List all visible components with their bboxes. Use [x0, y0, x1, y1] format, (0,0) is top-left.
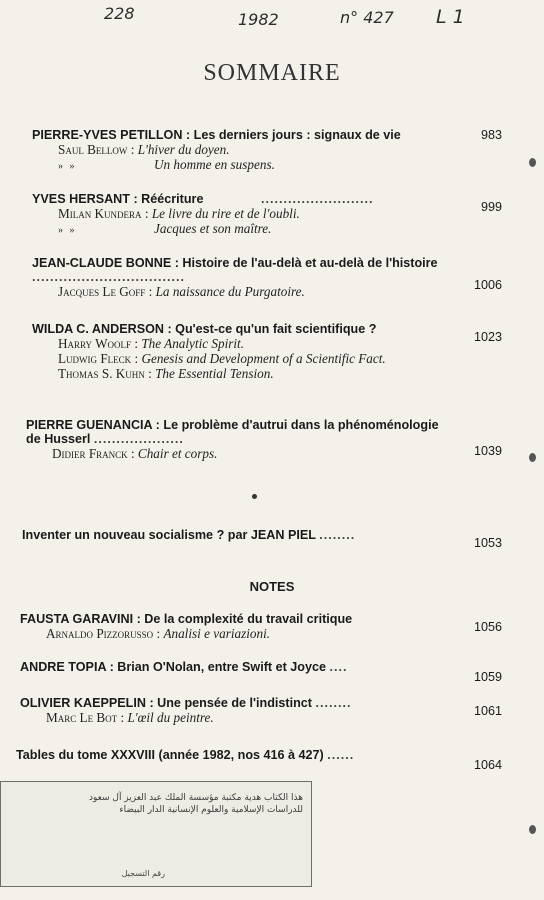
entry-reviewed-work: Harry Woolf : The Analytic Spirit.: [58, 336, 244, 351]
work-title: Chair et corps.: [137, 446, 218, 461]
work-author: Milan Kundera: [58, 206, 142, 221]
handwritten-year: 1982: [238, 10, 279, 29]
entry-heading: Tables du tome XXXVIII (année 1982, nos 416 à 427) ......: [16, 748, 355, 762]
work-author: Saul Bellow: [58, 142, 128, 157]
notes-entry: [20, 612, 502, 641]
leader-dots: ........: [315, 696, 352, 710]
entry-page-number: 999: [480, 200, 502, 214]
entry-heading: WILDA C. ANDERSON : Qu'est-ce qu'un fait scientifique ?: [32, 322, 377, 336]
entry-reviewed-work: Arnaldo Pizzorusso : Analisi e variazioni.: [46, 626, 271, 641]
entry-reviewed-work: Thomas S. Kuhn : The Essential Tension.: [58, 366, 274, 381]
entry-reviewed-work: Didier Franck : Chair et corps.: [52, 446, 218, 461]
work-author: Jacques Le Goff: [58, 284, 146, 299]
notes-entry: [20, 660, 502, 684]
work-title: The Essential Tension.: [155, 366, 274, 381]
entry-reviewed-work: Marc Le Bot : L'œil du peintre.: [46, 710, 214, 725]
entry-reviewed-work: [32, 221, 502, 238]
entry-heading: PIERRE-YVES PETILLON : Les derniers jours : signaux de vie: [32, 128, 401, 142]
entry-heading: YVES HERSANT : Réécriture .........................: [32, 192, 374, 206]
binding-hole: [529, 453, 536, 462]
entry-heading: FAUSTA GARAVINI : De la complexité du travail critique: [20, 612, 353, 626]
work-title: Jacques et son maître.: [154, 221, 272, 236]
leader-dots: ..................................: [32, 270, 185, 284]
entry-reviewed-work: [32, 157, 502, 174]
entry-heading: OLIVIER KAEPPELIN : Une pensée de l'indistinct ........: [20, 696, 352, 710]
tables-entry: [16, 748, 502, 772]
leader-dots: .........................: [260, 192, 374, 206]
toc-entry: [22, 528, 502, 550]
work-title: Analisi e variazioni.: [163, 626, 271, 641]
section-separator-dot: [252, 494, 257, 499]
entry-reviewed-work: Milan Kundera : Le livre du rire et de l'oubli.: [58, 206, 300, 221]
entry-heading: ANDRE TOPIA : Brian O'Nolan, entre Swift et Joyce ....: [20, 660, 348, 674]
work-author: Harry Woolf: [58, 336, 132, 351]
leader-dots: ......: [327, 748, 355, 762]
binding-hole: [529, 158, 536, 167]
handwritten-page-ref: 228: [104, 4, 135, 23]
library-stamp: [0, 781, 312, 887]
work-author: Ludwig Fleck: [58, 351, 132, 366]
entry-heading: Inventer un nouveau socialisme ? par JEAN PIEL ........: [22, 528, 356, 542]
toc-entry: [32, 192, 502, 238]
entry-heading: PIERRE GUENANCIA : Le problème d'autrui dans la phénoménologie de Husserl ....................: [26, 418, 439, 446]
work-author: Arnaldo Pizzorusso: [46, 626, 154, 641]
leader-dots: ....................: [93, 432, 184, 446]
notes-entry: [20, 696, 502, 725]
handwritten-code: L 1: [436, 6, 465, 28]
entry-reviewed-work: Ludwig Fleck : Genesis and Development of a Scientific Fact.: [58, 351, 386, 366]
toc-entry: [32, 128, 502, 174]
stamp-registration-label: رقم التسجيل: [121, 869, 165, 878]
entry-page-number: 1061: [473, 704, 502, 718]
entry-reviewed-work: Jacques Le Goff : La naissance du Purgatoire.: [58, 284, 305, 299]
work-author: Didier Franck: [52, 446, 128, 461]
work-title: L'œil du peintre.: [127, 710, 214, 725]
entry-page-number: 983: [480, 128, 502, 142]
entry-page-number: 1059: [473, 670, 502, 684]
work-author: » »: [58, 161, 77, 172]
work-title: L'hiver du doyen.: [137, 142, 230, 157]
entry-page-number: 1056: [473, 620, 502, 634]
work-title: The Analytic Spirit.: [141, 336, 244, 351]
leader-dots: ....: [329, 660, 348, 674]
entry-reviewed-work: Saul Bellow : L'hiver du doyen.: [58, 142, 230, 157]
entry-page-number: 1064: [473, 758, 502, 772]
leader-dots: ........: [319, 528, 356, 542]
work-author: Thomas S. Kuhn: [58, 366, 145, 381]
entry-page-number: 1006: [473, 278, 502, 292]
entry-page-number: 1053: [473, 536, 502, 550]
entry-page-number: 1023: [473, 330, 502, 344]
entry-page-number: 1039: [473, 444, 502, 458]
work-author: Marc Le Bot: [46, 710, 118, 725]
entry-heading: JEAN-CLAUDE BONNE : Histoire de l'au-delà et au-delà de l'histoire ..................................: [32, 256, 438, 284]
page-title: SOMMAIRE: [203, 60, 341, 86]
work-title: La naissance du Purgatoire.: [155, 284, 305, 299]
toc-entry: [26, 418, 502, 461]
work-title: Le livre du rire et de l'oubli.: [151, 206, 300, 221]
stamp-text: هذا الكتاب هدية مكتبة مؤسسة الملك عبد العزيز آل سعود للدراسات الإسلامية والعلوم الإنسانية الدار البيضاء: [89, 793, 303, 815]
notes-section-title: NOTES: [249, 579, 295, 594]
toc-entry: [32, 256, 502, 299]
work-author: » »: [58, 225, 77, 236]
binding-hole: [529, 825, 536, 834]
work-title: Un homme en suspens.: [154, 157, 275, 172]
toc-entry: [32, 322, 502, 381]
work-title: Genesis and Development of a Scientific Fact.: [141, 351, 386, 366]
handwritten-issue: n° 427: [340, 8, 394, 27]
